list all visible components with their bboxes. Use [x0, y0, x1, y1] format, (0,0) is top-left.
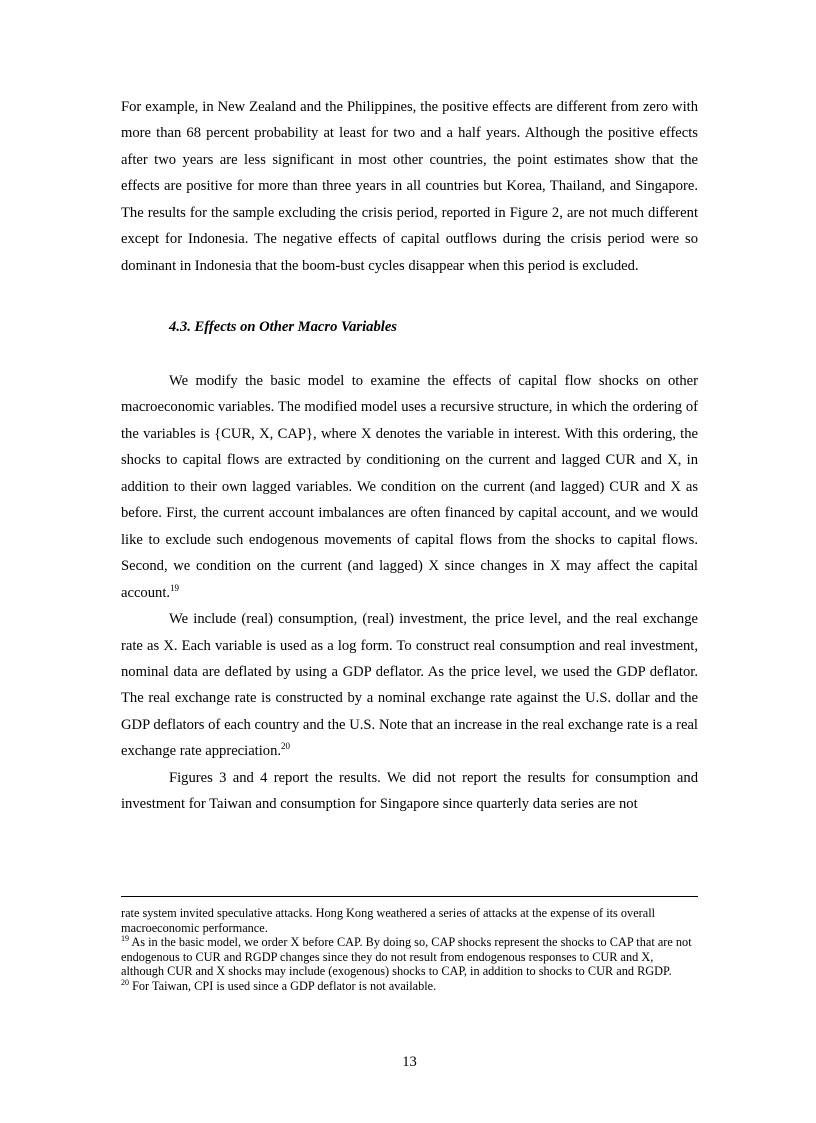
paragraph-variables: [121, 606, 698, 765]
paragraph-text: We modify the basic model to examine the effects of capital flow shocks on other macroeconomic variables. The modified model uses a recursive structure, in which the ordering of the variables is {CUR, X, CAP}, where X denotes the variable in interest. With this ordering, the shocks to capital flows are extracted by conditioning on the current and lagged CUR and X, in addition to their own lagged variables. We condition on the current (and lagged) CUR and X as before. First, the current account imbalances are often financed by capital account, and we would like to exclude such endogenous movements of capital flows from the shocks to capital flows. Second, we condition on the current (and lagged) X since changes in X may affect the capital account.: [121, 373, 698, 601]
paragraph-results-continued: For example, in New Zealand and the Philippines, the positive effects are different from zero with more than 68 percent probability at least for two and a half years. Although the positive effects after two years are less significant in most other countries, the point estimates show that the effects are positive for more than three years in all countries but Korea, Thailand, and Singapore. The results for the sample excluding the crisis period, reported in Figure 2, are not much different except for Indonesia. The negative effects of capital outflows during the crisis period were so dominant in Indonesia that the boom-bust cycles disappear when this period is excluded.: [121, 99, 698, 274]
footnote-continued: rate system invited speculative attacks. Hong Kong weathered a series of attacks at the expense of its overall macroeconomic performance.: [121, 906, 656, 935]
footnote-19: [121, 935, 698, 979]
footnote-text: For Taiwan, CPI is used since a GDP deflator is not available.: [129, 978, 437, 993]
section-heading: 4.3. Effects on Other Macro Variables: [169, 319, 397, 335]
footnotes: [121, 906, 698, 993]
paragraph-figures: Figures 3 and 4 report the results. We did not report the results for consumption and investment for Taiwan and consumption for Singapore since quarterly data series are not: [121, 769, 698, 813]
section-body: [121, 368, 698, 818]
footnote-ref-20[interactable]: 20: [281, 741, 291, 752]
page-number: 13: [402, 1054, 417, 1070]
paragraph-text: We include (real) consumption, (real) investment, the price level, and the real exchange rate as X. Each variable is used as a log form. To construct real consumption and real investment, nominal data are deflated by using a GDP deflator. As the price level, we used the GDP deflator. The real exchange rate is constructed by a nominal exchange rate against the U.S. dollar and the GDP deflators of each country and the U.S. Note that an increase in the real exchange rate is a real exchange rate appreciation.: [121, 611, 698, 760]
footnote-number: 19: [121, 934, 129, 943]
paragraph-modified-model: [121, 368, 698, 606]
footnote-20: [121, 979, 698, 994]
footnote-ref-19[interactable]: 19: [170, 582, 180, 593]
footnote-text: As in the basic model, we order X before CAP. By doing so, CAP shocks represent the shocks to CAP that are not endogenous to CUR and RGDP changes since they do not result from endogenous responses to CUR and X, although CUR and X shocks may include (exogenous) shocks to CAP, in addition to shocks to CUR and RGDP.: [121, 935, 692, 978]
footnote-separator: [121, 896, 698, 897]
footnote-number: 20: [121, 977, 129, 987]
